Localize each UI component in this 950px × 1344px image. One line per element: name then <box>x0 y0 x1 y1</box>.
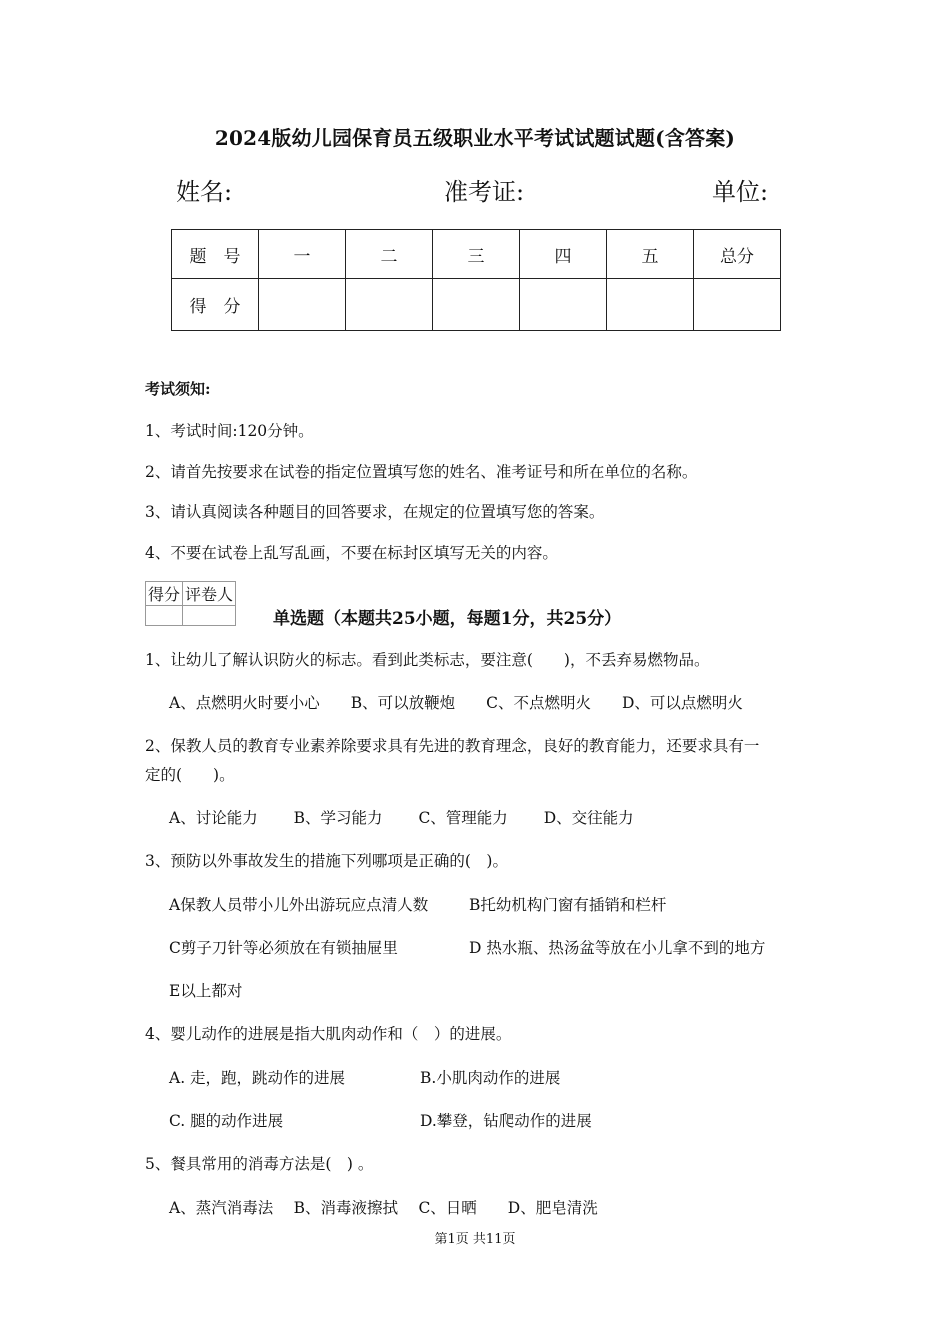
score-table-score-row <box>172 279 781 331</box>
question-5-stem: 5、餐具常用的消毒方法是( ) 。 <box>145 1155 374 1173</box>
score-row-label: 得 分 <box>172 279 259 331</box>
exam-id-field-label: 准考证: <box>444 178 525 206</box>
question-2-stem-line2: 定的( )。 <box>145 766 235 784</box>
question-2-options: A、讨论能力 B、学习能力 C、管理能力 D、交往能力 <box>169 809 634 827</box>
question-3-stem: 3、预防以外事故发生的措施下列哪项是正确的( )。 <box>145 852 508 870</box>
score-header-5: 五 <box>607 230 694 279</box>
notice-item-1: 1、考试时间:120分钟。 <box>145 422 314 440</box>
score-header-3: 三 <box>433 230 520 279</box>
page-footer: 第1页 共11页 <box>434 1232 516 1247</box>
page-title: 2024版幼儿园保育员五级职业水平考试试题试题(含答案) <box>214 126 736 150</box>
question-4-option-d: D.攀登，钻爬动作的进展 <box>420 1112 592 1130</box>
score-header-4: 四 <box>520 230 607 279</box>
question-1-options: A、点燃明火时要小心 B、可以放鞭炮 C、不点燃明火 D、可以点燃明火 <box>169 694 743 712</box>
question-2-stem-line1: 2、保教人员的教育专业素养除要求具有先进的教育理念，良好的教育能力，还要求具有一 <box>145 737 760 755</box>
score-cell-2[interactable] <box>346 279 433 331</box>
section-title: 单选题（本题共25小题，每题1分，共25分） <box>273 609 622 629</box>
question-4-stem: 4、婴儿动作的进展是指大肌肉动作和（ ）的进展。 <box>145 1025 512 1043</box>
score-header-label: 题 号 <box>172 230 259 279</box>
name-field-label: 姓名: <box>176 178 233 206</box>
score-header-2: 二 <box>346 230 433 279</box>
score-header-total: 总分 <box>694 230 781 279</box>
notice-heading: 考试须知: <box>145 380 211 398</box>
question-3-option-d: D 热水瓶、热汤盆等放在小儿拿不到的地方 <box>469 939 766 957</box>
grader-score-cell[interactable] <box>146 606 183 626</box>
question-4-option-c: C. 腿的动作进展 <box>169 1112 284 1130</box>
question-3-option-a: A保教人员带小儿外出游玩应点清人数 <box>169 896 429 914</box>
grader-reviewer-label: 评卷人 <box>183 582 236 606</box>
score-cell-3[interactable] <box>433 279 520 331</box>
grader-score-label: 得分 <box>146 582 183 606</box>
question-1-stem: 1、让幼儿了解认识防火的标志。看到此类标志，要注意( )，不丢弃易燃物品。 <box>145 651 710 669</box>
score-table-header-row <box>172 230 781 279</box>
score-table <box>171 229 781 331</box>
question-4-option-a: A. 走，跑，跳动作的进展 <box>169 1069 346 1087</box>
question-3-option-c: C剪子刀针等必须放在有锁抽屉里 <box>169 939 398 957</box>
question-5-options: A、蒸汽消毒法 B、消毒液擦拭 C、日晒 D、肥皂清洗 <box>169 1199 598 1217</box>
score-cell-5[interactable] <box>607 279 694 331</box>
unit-field-label: 单位: <box>712 178 769 206</box>
score-header-1: 一 <box>259 230 346 279</box>
question-3-option-e: E以上都对 <box>169 982 243 1000</box>
notice-item-4: 4、不要在试卷上乱写乱画，不要在标封区填写无关的内容。 <box>145 544 558 562</box>
score-cell-4[interactable] <box>520 279 607 331</box>
grader-reviewer-cell[interactable] <box>183 606 236 626</box>
notice-item-3: 3、请认真阅读各种题目的回答要求，在规定的位置填写您的答案。 <box>145 503 605 521</box>
question-4-option-b: B.小肌肉动作的进展 <box>420 1069 561 1087</box>
score-cell-1[interactable] <box>259 279 346 331</box>
notice-item-2: 2、请首先按要求在试卷的指定位置填写您的姓名、准考证号和所在单位的名称。 <box>145 463 698 481</box>
grader-table <box>145 581 236 626</box>
question-3-option-b: B托幼机构门窗有插销和栏杆 <box>469 896 667 914</box>
score-cell-total[interactable] <box>694 279 781 331</box>
